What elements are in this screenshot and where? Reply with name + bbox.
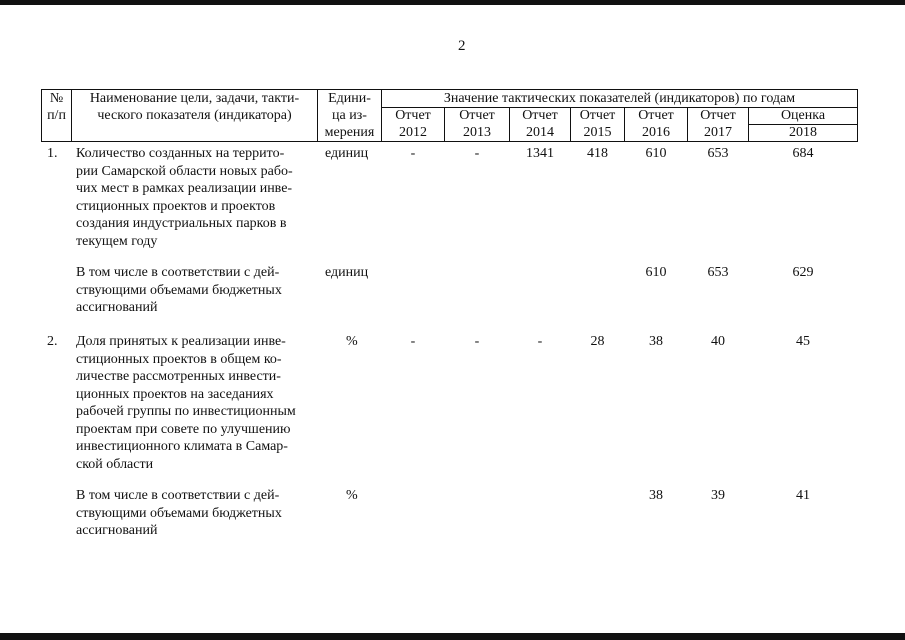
header-unit-line1: Едини-: [328, 91, 371, 106]
header-year-type: Отчет: [395, 108, 431, 123]
row-value: 41: [796, 488, 810, 503]
header-year-type: Отчет: [522, 108, 558, 123]
row-name-line: В том числе в соответствии с дей-: [76, 265, 280, 280]
row-name-line: ствующими объемами бюджетных: [76, 282, 282, 298]
row-value: 610: [645, 146, 667, 161]
row-value: 38: [649, 334, 663, 349]
row-value: 40: [711, 334, 725, 349]
header-num-line1: №: [49, 91, 64, 106]
row-value: 39: [711, 488, 725, 503]
row-name-line: рии Самарской области новых рабо-: [76, 163, 293, 179]
header-year-type: Отчет: [459, 108, 495, 123]
row-value: 38: [649, 488, 663, 503]
row-value: 1341: [526, 146, 554, 161]
row-name-line: ствующими объемами бюджетных: [76, 505, 282, 521]
row-name-line: инвестиционного климата в Самар-: [76, 439, 288, 454]
header-unit-line2: ца из-: [332, 108, 367, 123]
bottom-border: [0, 633, 905, 640]
row-name-line: текущем году: [76, 233, 158, 249]
row-value: -: [410, 146, 416, 161]
row-name-line: создания индустриальных парков в: [76, 216, 287, 231]
row-value: -: [537, 334, 543, 349]
row-name-line: Доля принятых к реализации инве-: [76, 334, 286, 349]
row-value: -: [474, 146, 480, 161]
row-value: 653: [707, 265, 729, 280]
row-name-line: чих мест в рамках реализации инве-: [76, 181, 293, 196]
row-value: 684: [792, 146, 814, 161]
row-value: 629: [792, 265, 814, 280]
header-unit-line3: мерения: [324, 125, 375, 140]
header-year: 2012: [399, 125, 427, 140]
row-value: 610: [645, 265, 667, 280]
row-name-line: ассигнований: [76, 523, 158, 538]
page-number: 2: [458, 38, 466, 54]
row-name-line: ассигнований: [76, 300, 158, 315]
row-value: 418: [587, 146, 608, 161]
row-value: -: [410, 334, 416, 349]
header-year-type: Отчет: [700, 108, 736, 123]
header-year: 2018: [789, 125, 817, 140]
row-name-line: проектам при совете по улучшению: [76, 421, 291, 437]
header-year: 2014: [526, 125, 554, 140]
header-year-type: Отчет: [579, 108, 616, 123]
row-name-line: стиционных проектов в общем ко-: [76, 351, 282, 367]
row-name-line: личестве рассмотренных инвести-: [76, 369, 281, 384]
header-name-line2: ческого показателя (индикатора): [97, 108, 292, 123]
row-value: 653: [707, 146, 729, 161]
row-number: 2.: [47, 334, 58, 349]
header-year-type: Оценка: [780, 108, 826, 123]
header-num-line2: п/п: [47, 108, 66, 123]
row-name-line: ской области: [76, 456, 154, 472]
row-number: 1.: [47, 146, 58, 161]
row-value: 28: [590, 334, 605, 349]
row-name-line: ционных проектов на заседаниях: [76, 386, 274, 402]
header-year: 2016: [642, 125, 670, 140]
header-year-type: Отчет: [638, 108, 674, 123]
header-values-title: Значение тактических показателей (индикаторов) по годам: [443, 91, 796, 106]
row-value: -: [474, 334, 480, 349]
row-unit: %: [346, 334, 358, 349]
row-name-line: рабочей группы по инвестиционным: [76, 404, 296, 419]
row-name-line: В том числе в соответствии с дей-: [76, 488, 280, 503]
row-unit: единиц: [325, 146, 369, 161]
top-border: [0, 0, 905, 5]
row-unit: единиц: [325, 265, 369, 280]
header-year: 2017: [704, 125, 732, 140]
row-name-line: Количество созданных на террито-: [76, 146, 285, 161]
header-name-line1: Наименование цели, задачи, такти-: [89, 91, 300, 106]
header-year: 2013: [463, 125, 491, 140]
row-unit: %: [346, 488, 358, 503]
row-value: 45: [796, 334, 810, 349]
row-name-line: стиционных проектов и проектов: [76, 198, 276, 214]
header-year: 2015: [583, 125, 612, 140]
